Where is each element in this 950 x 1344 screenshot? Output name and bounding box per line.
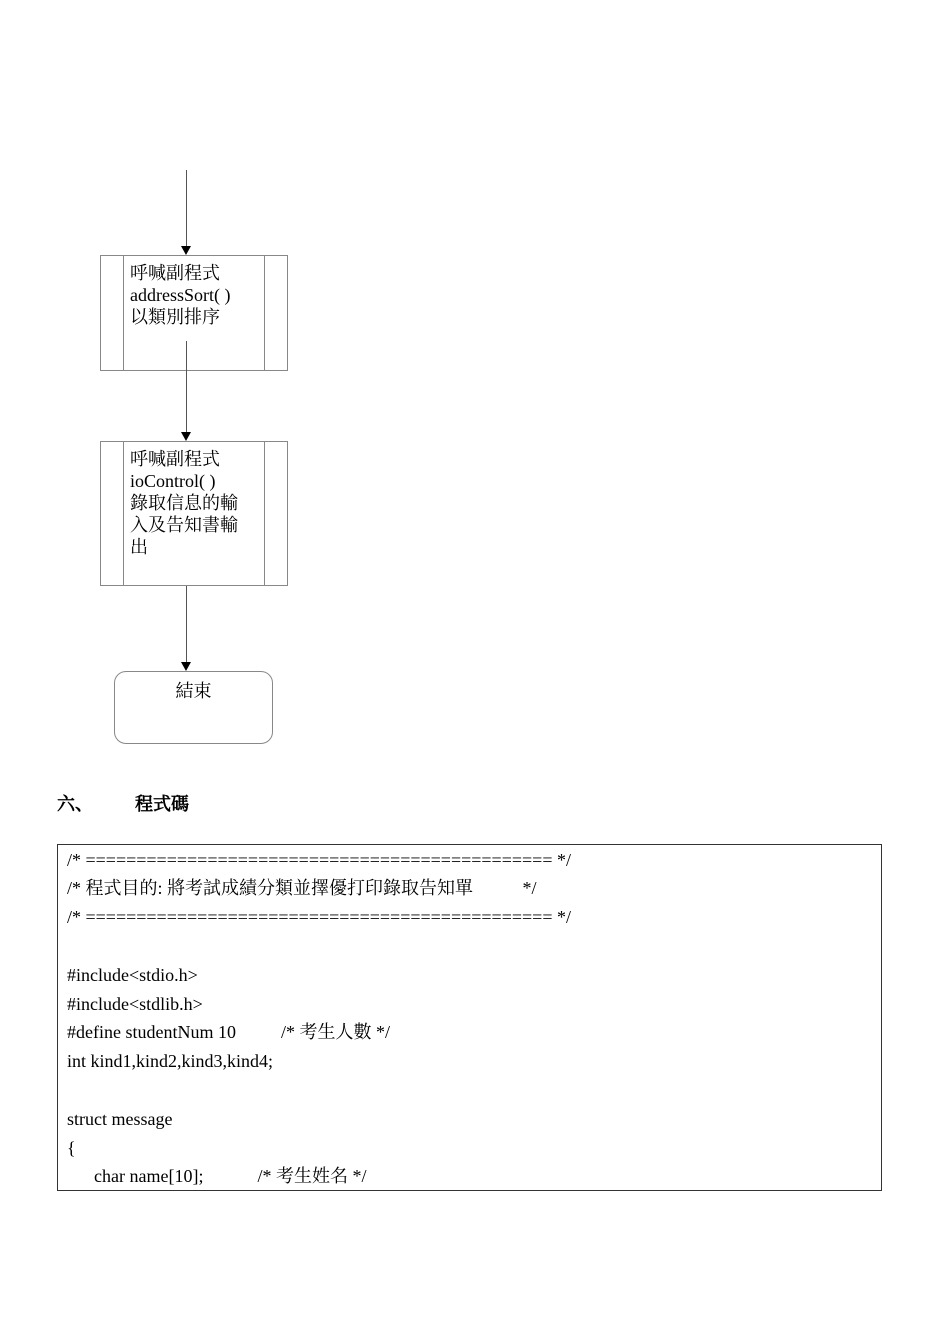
code-line: #define studentNum 10 /* 考生人數 */ (67, 1022, 390, 1043)
process-box-io-control (100, 441, 288, 586)
arrow-down-icon (181, 662, 191, 671)
section-number: 六、 (57, 794, 93, 815)
process-box-line: 呼喊副程式 (130, 449, 220, 469)
code-line: /* ============================================== */ (67, 850, 571, 870)
code-line: /* 程式目的: 將考試成績分類並擇優打印錄取告知單 */ (67, 878, 537, 899)
end-label: 結束 (175, 681, 212, 701)
section-title: 程式碼 (135, 794, 189, 815)
code-line: struct message (67, 1109, 173, 1129)
process-box-line: 出 (130, 537, 148, 557)
code-line: #include<stdlib.h> (67, 994, 203, 1014)
process-box-text (130, 448, 252, 558)
arrow-down-icon (181, 246, 191, 255)
section-heading (57, 790, 189, 816)
code-line: int kind1,kind2,kind3,kind4; (67, 1051, 274, 1071)
arrow-down-icon (181, 432, 191, 441)
code-line: #include<stdio.h> (67, 965, 198, 985)
end-terminal (114, 671, 273, 744)
code-listing (57, 844, 882, 1191)
code-line: /* ============================================== */ (67, 907, 571, 927)
connector-line (186, 170, 187, 248)
process-box-line: 呼喊副程式 (130, 263, 220, 283)
process-box-line: 入及告知書輸 (130, 515, 238, 535)
code-line: { (67, 1138, 76, 1158)
process-box-line: ioControl( ) (130, 471, 216, 491)
connector-line (186, 341, 187, 433)
process-box-line: 以類別排序 (130, 307, 220, 327)
process-box-line: addressSort( ) (130, 285, 231, 305)
connector-line (186, 586, 187, 662)
process-box-text (130, 262, 252, 328)
process-box-address-sort (100, 255, 288, 371)
process-box-line: 錄取信息的輸 (130, 493, 238, 513)
code-line: char name[10]; /* 考生姓名 */ (67, 1166, 367, 1187)
